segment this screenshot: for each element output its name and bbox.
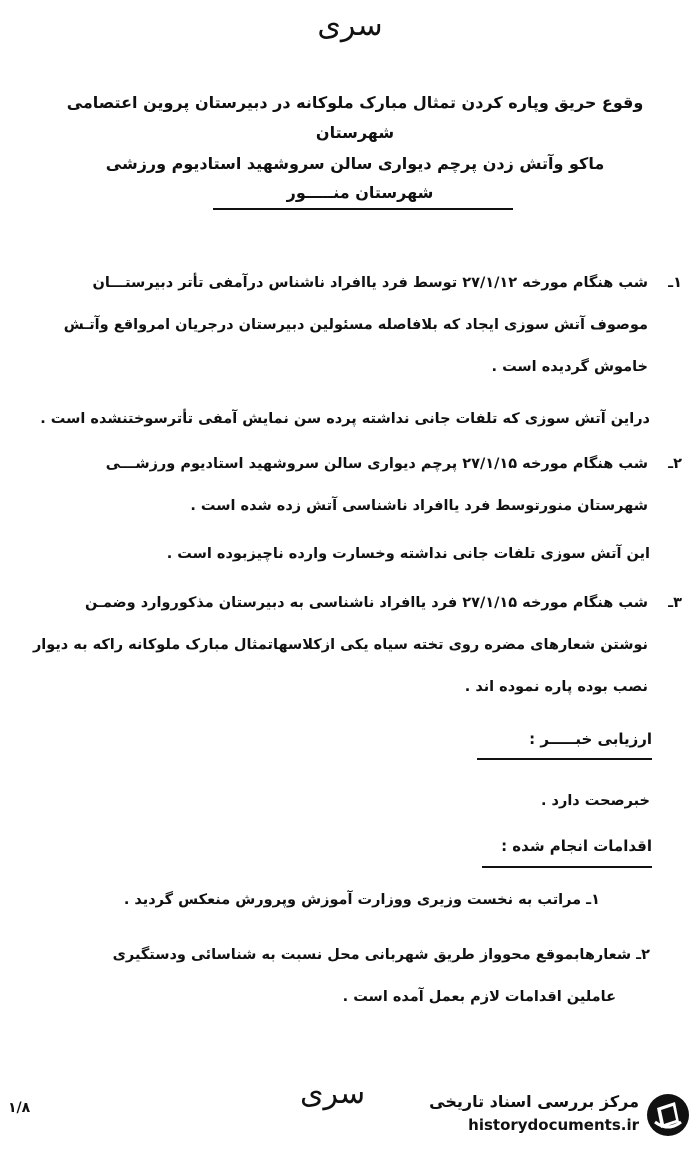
item-2-line-1: ۲ـشب هنگام مورخه ۲۷/۱/۱۵ پرچم دیواری سالن سروشهید استادیوم ورزشـــی [22,443,682,485]
document-subtitle: شهرستان منـــــور [286,183,434,202]
action-item-2 [25,934,650,1018]
classification-top: سری [317,8,383,43]
watermark-name: مرکز بررسی اسناد تاریخی [429,1092,639,1111]
action-item-2-line-2: عاملین اقدامات لازم بعمل آمده است . [342,989,616,1005]
item-3-line-2: نوشتن شعارهای مضره روی تخته سیاه یکی ازکلاسهاتمثال مبارک ملوکانه راکه به دیوار [32,637,648,653]
item-1-line-2: موصوف آتش سوزی ایجاد که بلافاصله مسئولین دبیرستان درجریان امرواقع وآتـش [63,317,648,333]
item-3-line-1: ۳ـشب هنگام مورخه ۲۷/۱/۱۵ فرد یاافراد ناشناسی به دبیرستان مذکوروارد وضمـن [22,582,682,624]
item-number: ۳ـ [668,595,682,611]
item-number: ۲ـ [668,456,682,472]
actions-label: اقدامات انجام شده : [501,837,652,855]
action-item-2-line-1: ۲ـ شعارهابموقع محوواز طریق شهربانی محل نسبت به شناسائی ودستگیری [112,947,650,963]
document-title [30,88,680,179]
action-item-1: ۱ـ مراتب به نخست وزیری ووزارت آموزش وپرورش منعکس گردید . [123,892,600,908]
item-2-note: این آتش سوزی تلفات جانی نداشته وخسارت وارده ناچیزبوده است . [166,546,650,562]
item-3 [22,582,682,708]
item-2-line-2: شهرستان منورتوسط فرد یاافراد ناشناسی آتش زده شده است . [190,498,648,514]
item-3-line-3: نصب بوده پاره نموده اند . [464,679,648,695]
evaluation-text: خبرصحت دارد . [540,793,650,809]
actions-underline [482,866,652,868]
page-number: ۱/۸ [8,1100,31,1116]
item-2 [22,443,682,527]
watermark-url: historydocuments.ir [468,1116,639,1134]
title-line-1: وقوع حریق وپاره کردن تمثال مبارک ملوکانه در دبیرستان پروین اعتصامی شهرستان [66,93,644,143]
title-line-2: ماکو وآتش زدن پرچم دیواری سالن سروشهید استادیوم ورزشی [105,153,605,173]
item-1-line-1: ۱ـشب هنگام مورخه ۲۷/۱/۱۲ توسط فرد یاافراد ناشناس درآمفی تأتر دبیرستـــان [22,262,682,304]
item-number: ۱ـ [668,275,682,291]
archive-logo-icon [645,1092,691,1138]
watermark [425,1090,693,1142]
evaluation-label: ارزیابی خبـــــر : [529,730,652,748]
classification-bottom: سری [300,1076,366,1111]
item-1-line-3: خاموش گردیده است . [491,359,648,375]
subtitle-underline [213,208,513,210]
evaluation-underline [477,758,652,760]
item-1 [22,262,682,388]
item-1-note: دراین آتش سوزی که تلفات جانی نداشته پرده سن نمایش آمفی تأترسوختنشده است . [40,411,650,427]
